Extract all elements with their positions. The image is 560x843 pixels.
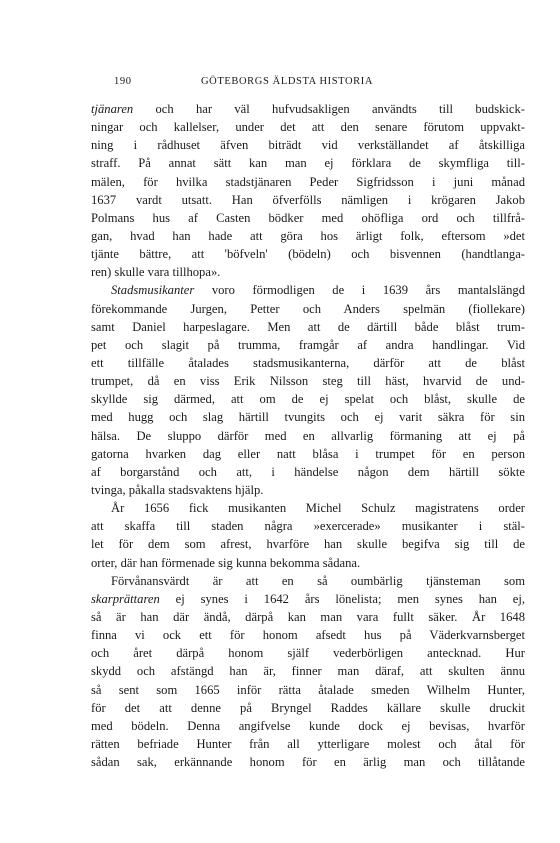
line-text: 1637 vardt utsatt. Han öfverfölls nämligen i krögaren Jakob xyxy=(91,192,525,207)
text-line xyxy=(91,354,525,372)
text-line xyxy=(91,681,525,699)
text-line xyxy=(91,245,525,263)
text-line xyxy=(91,717,525,735)
text-line xyxy=(91,608,525,626)
text-line xyxy=(91,517,525,535)
text-line xyxy=(91,281,525,299)
line-text: let för dem som afrest, hvarföre han skulle begifva sig till de xyxy=(91,537,525,552)
running-title: GÖTEBORGS ÄLDSTA HISTORIA xyxy=(201,76,374,87)
line-text: och året därpå honom själf vederbörligen antecknad. Hur xyxy=(91,646,525,661)
text-line xyxy=(91,427,525,445)
line-text: ej synes i 1642 års lönelista; men synes han ej, xyxy=(159,591,525,606)
running-head xyxy=(91,76,525,94)
text-line xyxy=(91,372,525,390)
page-number: 190 xyxy=(114,76,132,87)
line-text: gatorna hvarken dag eller natt blåsa i trumpet för en person xyxy=(91,446,525,461)
line-text: mälen, för hvilka stadstjänaren Peder Sigfridsson i juni månad xyxy=(91,174,525,189)
line-text: af borgarstånd och att, i händelse någon dem härtill sökte xyxy=(91,464,525,479)
line-text: hälsa. De sluppo därför med en allvarlig förmaning att ej på xyxy=(91,428,525,443)
text-line xyxy=(91,300,525,318)
line-text: finna vi ock ett för honom afsedt hus på Väderkvarnsberget xyxy=(91,628,525,643)
line-text: Polmans hus af Casten bödker med ohöfliga ord och tillfrå- xyxy=(91,210,525,225)
text-line xyxy=(91,554,525,572)
line-text: Förvånansvärdt är att en så oumbärlig tjänsteman som xyxy=(111,573,525,588)
text-line xyxy=(91,263,525,281)
text-line xyxy=(91,118,525,136)
text-line xyxy=(91,626,525,644)
text-line xyxy=(91,644,525,662)
text-line xyxy=(91,699,525,717)
italic-term: skarprättaren xyxy=(91,591,160,606)
line-text: skydd och afstängd han är, finner man däraf, att skulten ännu xyxy=(91,664,525,679)
text-line xyxy=(91,535,525,553)
italic-term: Stadsmusikanter xyxy=(111,283,195,298)
line-text: voro förmodligen de i 1639 års mantalslängd xyxy=(194,283,525,298)
line-text: tjänte bättre, att 'böfveln' (bödeln) och bisvennen (handtlanga- xyxy=(91,247,525,262)
text-line xyxy=(91,463,525,481)
line-text: och har väl hufvudsakligen användts till budskick- xyxy=(133,102,525,116)
line-text: orter, där han förmenade sig kunna bekomma sådana. xyxy=(91,555,361,570)
body-text xyxy=(91,100,525,771)
line-text: gan, hvad han hade att göra hos ärligt folk, eftersom »det xyxy=(91,228,525,243)
line-text: rätten befriade Hunter från all ytterligare molest och åtal för xyxy=(91,736,525,751)
line-text: ett tillfälle åtalades stadsmusikanterna, därför att de blåst xyxy=(91,355,525,370)
text-line xyxy=(91,499,525,517)
book-page xyxy=(91,76,525,771)
text-line xyxy=(91,173,525,191)
text-line xyxy=(91,191,525,209)
text-line xyxy=(91,227,525,245)
text-line xyxy=(91,590,525,608)
line-text: pet och slagit på trumma, framgår af andra handlingar. Vid xyxy=(91,337,525,352)
line-text: sådan sak, erkännande honom för en ärlig man och tillåtande xyxy=(91,755,525,770)
line-text: ningar och kallelser, under det att den senare förutom uppvakt- xyxy=(91,120,525,135)
text-line xyxy=(91,336,525,354)
line-text: med bödeln. Denna angifvelse kunde dock ej bevisas, hvarför xyxy=(91,718,525,733)
line-text: samt Daniel harpeslagare. Men att de därtill både blåst trum- xyxy=(91,319,525,334)
italic-term: tjänaren xyxy=(91,102,134,116)
text-line xyxy=(91,154,525,172)
line-text: att skaffa till staden några »exercerade» musikanter i stäl- xyxy=(91,519,525,534)
text-line xyxy=(91,209,525,227)
text-line xyxy=(91,662,525,680)
line-text: så är han där ändå, därpå kan man vara fullt säker. År 1648 xyxy=(91,609,525,624)
text-line xyxy=(91,100,525,118)
line-text: ren) skulle vara tillhopa». xyxy=(91,265,221,280)
text-line xyxy=(91,318,525,336)
line-text: trumpet, då en viss Erik Nilsson steg till häst, hvarvid de und- xyxy=(91,374,525,389)
text-line xyxy=(91,481,525,499)
text-line xyxy=(91,735,525,753)
line-text: så sent som 1665 inför rätta åtalade smeden Wilhelm Hunter, xyxy=(91,682,525,697)
text-line xyxy=(91,390,525,408)
text-line xyxy=(91,136,525,154)
line-text: för det att denne på Bryngel Raddes källare skulle druckit xyxy=(91,700,525,715)
line-text: med hugg och slag härtill tvungits och ej varit säkra för sin xyxy=(91,410,525,425)
line-text: straff. På annat sätt kan man ej förklara de skymfliga till- xyxy=(91,156,525,171)
line-text: År 1656 fick musikanten Michel Schulz magistratens order xyxy=(111,501,525,516)
line-text: tvinga, påkalla stadsvaktens hjälp. xyxy=(91,482,264,497)
line-text: skyllde sig därmed, att om de ej spelat och blåst, skulle de xyxy=(91,392,525,407)
line-text: ning i rådhuset äfven biträdt vid verkställandet af åtskilliga xyxy=(91,138,525,153)
text-line xyxy=(91,572,525,590)
text-line xyxy=(91,753,525,771)
text-line xyxy=(91,408,525,426)
text-line xyxy=(91,445,525,463)
line-text: förekommande Jurgen, Petter och Anders spelmän (fiollekare) xyxy=(91,301,525,316)
